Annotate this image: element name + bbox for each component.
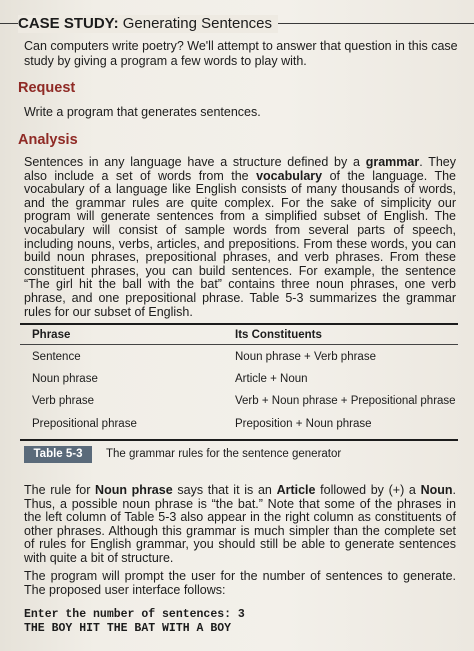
table-header-phrase: Phrase bbox=[32, 329, 71, 341]
console-prompt-line: Enter the number of sentences: 3 bbox=[24, 608, 245, 621]
analysis-paragraph-3: The program will prompt the user for the number of sentences to generate. The proposed user interface follows: bbox=[24, 569, 456, 597]
table-cell-constituents: Preposition + Noun phrase bbox=[235, 418, 372, 430]
text-run: of the language. The vocabulary of a language like English consists of many thousands of words, and the grammar rules are quite complex. For the sake of simplicity our program will generate sentences from a simplified subset of English. The vocabulary will consist of sample words from several parts of speech, including nouns, verbs, articles, and prepositions. From these words, you can build noun phrases, prepositional phrases, and verb phrases. From these constituent phrases, you can build sentences. For example, the sentence “The girl hit the ball with the bat” contains three noun phrases, one verb phrase, and one prepositional phrase. Table 5-3 summarizes the grammar rules for our subset of English. bbox=[24, 168, 456, 319]
table-cell-constituents: Noun phrase + Verb phrase bbox=[235, 351, 376, 363]
case-study-intro: Can computers write poetry? We'll attempt to answer that question in this case study by giving a program a few words to play with. bbox=[24, 39, 458, 68]
table-caption-text: The grammar rules for the sentence generator bbox=[106, 448, 342, 460]
analysis-paragraph-2 bbox=[24, 484, 456, 566]
request-heading: Request bbox=[18, 80, 76, 96]
text-run: . They also include a set of words from the bbox=[24, 155, 456, 183]
case-study-label: CASE STUDY: bbox=[18, 15, 119, 32]
request-text: Write a program that generates sentences. bbox=[24, 105, 261, 119]
table-cell-phrase: Prepositional phrase bbox=[32, 418, 137, 430]
analysis-paragraph-1 bbox=[24, 156, 456, 319]
term-grammar: grammar bbox=[365, 155, 420, 169]
term-article: Article bbox=[276, 483, 316, 497]
table-cell-phrase: Verb phrase bbox=[32, 395, 95, 407]
table-cell-constituents: Article + Noun bbox=[235, 373, 308, 385]
text-run: . Thus, a possible noun phrase is “the bat.” Note that some of the phrases in the left column of Table 5-3 also appear in the right column as constituents of other phrases. Although this grammar is much simpler than the complete set of rules for English grammar, you should still be able to generate sentences with quite a bit of structure. bbox=[24, 483, 456, 565]
case-study-header bbox=[0, 12, 474, 34]
analysis-heading: Analysis bbox=[18, 132, 78, 148]
table-header-rule bbox=[20, 344, 458, 345]
table-cell-constituents: Verb + Noun phrase + Prepositional phrase bbox=[235, 395, 456, 407]
term-vocabulary: vocabulary bbox=[256, 168, 323, 183]
term-noun-phrase: Noun phrase bbox=[95, 483, 173, 497]
term-noun: Noun bbox=[420, 483, 453, 497]
table-caption-label: Table 5-3 bbox=[24, 446, 92, 463]
case-study-name: Generating Sentences bbox=[122, 15, 273, 32]
text-run: followed by (+) a bbox=[315, 483, 421, 497]
text-run: The rule for bbox=[24, 483, 96, 497]
table-cell-phrase: Noun phrase bbox=[32, 373, 98, 385]
table-header-constituents: Its Constituents bbox=[235, 329, 322, 341]
table-cell-phrase: Sentence bbox=[32, 351, 81, 363]
text-run: Sentences in any language have a structure defined by a bbox=[24, 155, 366, 169]
case-study-title bbox=[18, 15, 278, 33]
table-bottom-rule bbox=[20, 439, 458, 441]
console-output-line: THE BOY HIT THE BAT WITH A BOY bbox=[24, 622, 232, 635]
text-run: says that it is an bbox=[172, 483, 277, 497]
table-top-rule bbox=[20, 323, 458, 325]
